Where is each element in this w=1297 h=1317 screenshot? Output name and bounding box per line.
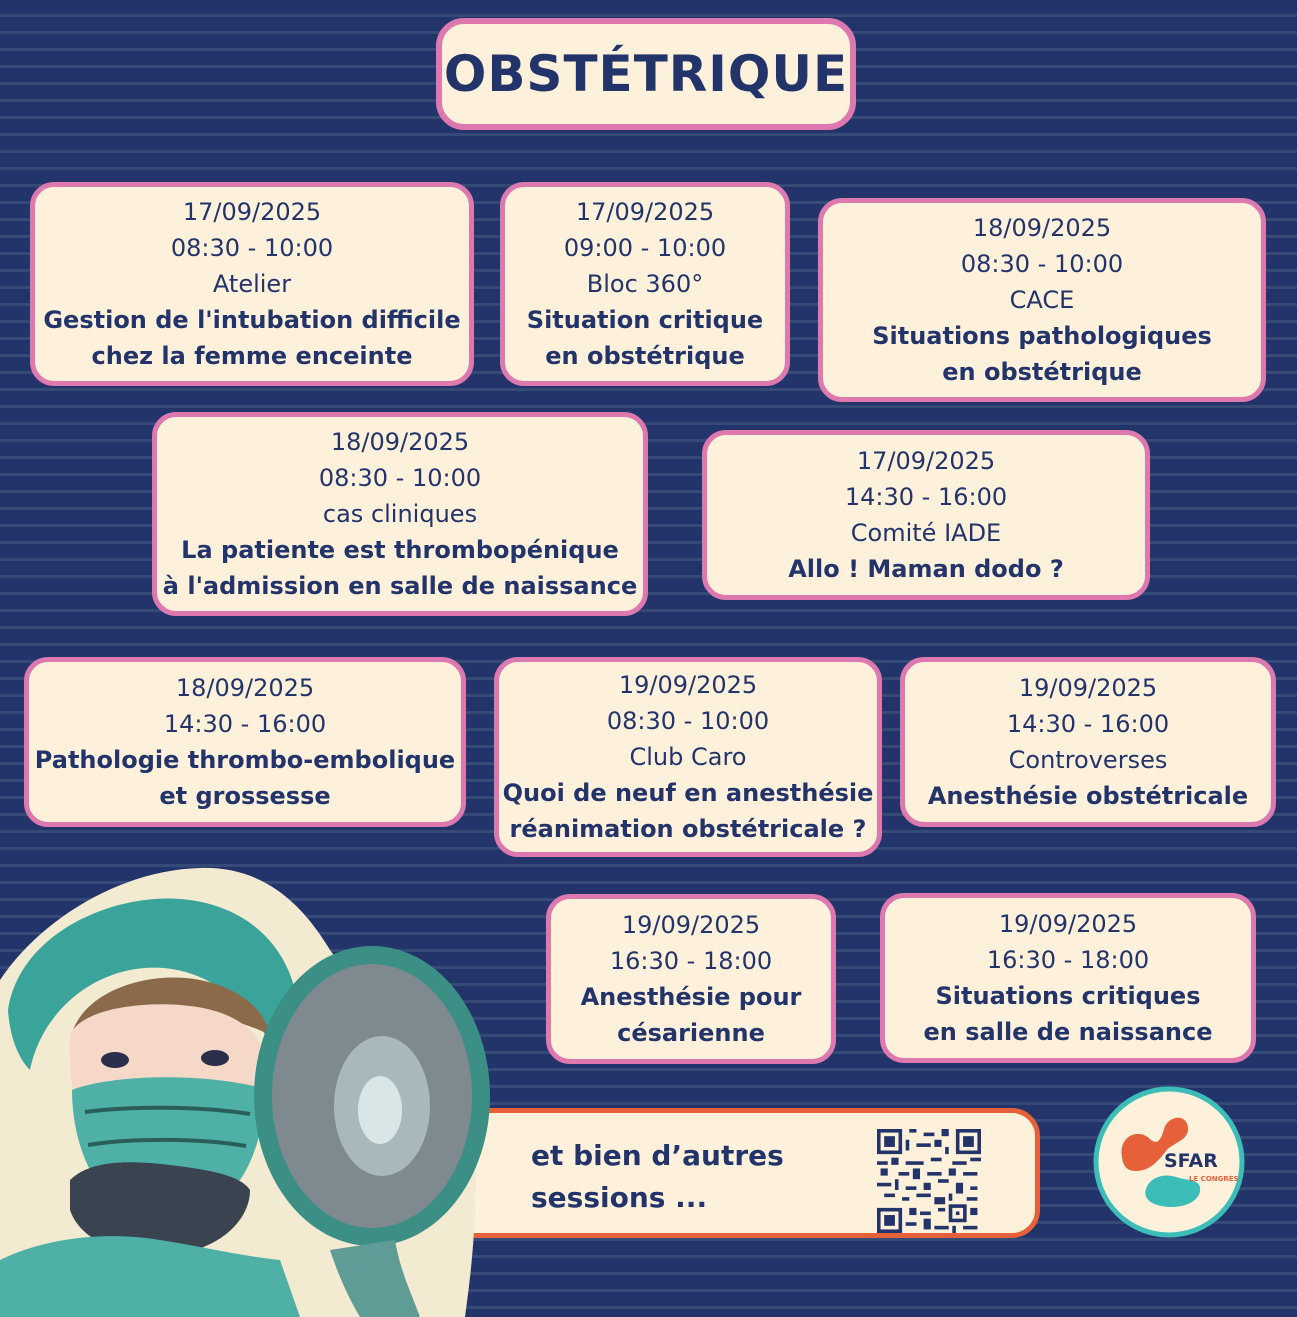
sfar-logo: [1092, 1085, 1246, 1239]
session-date: 19/09/2025: [621, 911, 761, 939]
session-title: Anesthésie pour: [580, 983, 802, 1011]
session-card[interactable]: [500, 182, 790, 386]
session-card[interactable]: [818, 198, 1266, 402]
session-title: et grossesse: [159, 782, 331, 810]
session-time: 16:30 - 18:00: [609, 947, 773, 975]
session-card[interactable]: [880, 893, 1256, 1063]
session-date: 18/09/2025: [972, 214, 1112, 242]
session-title: Quoi de neuf en anesthésie: [502, 779, 874, 807]
session-type: Comité IADE: [850, 519, 1002, 547]
session-card[interactable]: [30, 182, 474, 386]
session-type: Atelier: [212, 270, 292, 298]
page-title: OBSTÉTRIQUE: [443, 45, 849, 103]
more-sessions-line2: sessions ...: [531, 1181, 708, 1214]
session-card[interactable]: [494, 657, 882, 857]
session-title: Pathologie thrombo-embolique: [34, 746, 456, 774]
session-title: chez la femme enceinte: [91, 342, 413, 370]
session-time: 08:30 - 10:00: [170, 234, 334, 262]
session-title: en obstétrique: [942, 358, 1142, 386]
session-time: 14:30 - 16:00: [844, 483, 1008, 511]
session-card[interactable]: [152, 412, 648, 616]
session-date: 17/09/2025: [182, 198, 322, 226]
session-time: 08:30 - 10:00: [606, 707, 770, 735]
session-date: 19/09/2025: [998, 910, 1138, 938]
session-title: à l'admission en salle de naissance: [162, 572, 638, 600]
session-date: 18/09/2025: [175, 674, 315, 702]
session-type: Club Caro: [629, 743, 747, 771]
right-eye: [201, 1050, 229, 1066]
session-title: en obstétrique: [545, 342, 745, 370]
session-time: 08:30 - 10:00: [318, 464, 482, 492]
more-sessions-line1: et bien d’autres: [531, 1139, 784, 1172]
anesthetist-illustration: [0, 860, 520, 1317]
session-card[interactable]: [900, 657, 1276, 827]
session-date: 17/09/2025: [856, 447, 996, 475]
session-title: La patiente est thrombopénique: [181, 536, 619, 564]
page-title-box: [436, 18, 856, 130]
session-time: 09:00 - 10:00: [563, 234, 727, 262]
session-title: Situations pathologiques: [872, 322, 1212, 350]
more-sessions-text: [531, 1135, 784, 1219]
session-time: 14:30 - 16:00: [1006, 710, 1170, 738]
session-date: 18/09/2025: [330, 428, 470, 456]
session-title: Anesthésie obstétricale: [927, 782, 1249, 810]
session-type: cas cliniques: [322, 500, 478, 528]
session-time: 16:30 - 18:00: [986, 946, 1150, 974]
session-card[interactable]: [546, 894, 836, 1064]
sfar-logo-subtitle: LE CONGRÈS: [1189, 1175, 1239, 1183]
session-title: en salle de naissance: [923, 1018, 1213, 1046]
left-eye: [101, 1052, 129, 1068]
session-title: Allo ! Maman dodo ?: [788, 555, 1064, 583]
session-title: Gestion de l'intubation difficile: [43, 306, 461, 334]
session-type: Bloc 360°: [586, 270, 704, 298]
session-type: CACE: [1009, 286, 1075, 314]
session-title: Situation critique: [526, 306, 764, 334]
session-title: Situations critiques: [935, 982, 1201, 1010]
sfar-logo-name: SFAR: [1164, 1150, 1218, 1172]
session-title: césarienne: [617, 1019, 765, 1047]
session-time: 14:30 - 16:00: [163, 710, 327, 738]
session-date: 19/09/2025: [1018, 674, 1158, 702]
session-time: 08:30 - 10:00: [960, 250, 1124, 278]
session-card[interactable]: [702, 430, 1150, 600]
more-sessions-banner[interactable]: [440, 1108, 1040, 1238]
session-type: Controverses: [1008, 746, 1168, 774]
qr-code-icon[interactable]: [877, 1129, 981, 1233]
session-date: 19/09/2025: [618, 671, 758, 699]
session-card[interactable]: [24, 657, 466, 827]
session-title: réanimation obstétricale ?: [509, 815, 867, 843]
session-date: 17/09/2025: [575, 198, 715, 226]
